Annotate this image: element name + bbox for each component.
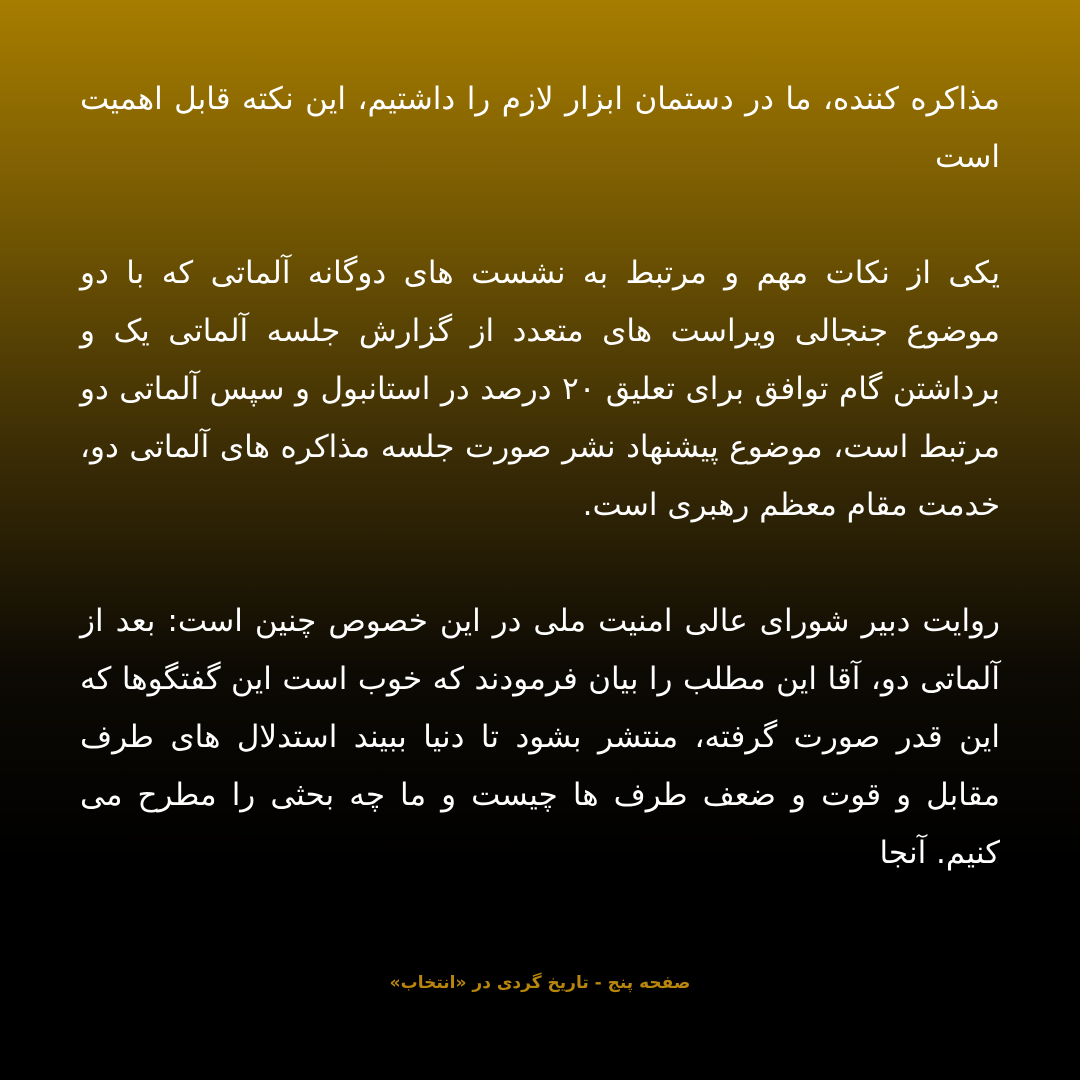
page-footer: صفحه پنج - تاریخ گردی در «انتخاب»: [389, 973, 691, 993]
paragraph-almaty: یکی از نکات مهم و مرتبط به نشست های دوگانه آلماتی که با دو موضوع جنجالی ویراست های متعدد از گزارش جلسه آلماتی یک و برداشتن گام توافق برای تعلیق ۲۰ درصد در استانبول و سپس آلماتی دو مرتبط است، موضوع پیشنهاد نشر صورت جلسه مذاکره های آلماتی دو، خدمت مقام معظم رهبری است.: [80, 255, 1000, 523]
paragraph-intro: مذاکره کننده، ما در دستمان ابزار لازم را داشتیم، این نکته قابل اهمیت است: [80, 81, 1000, 175]
article-body: [80, 70, 1000, 882]
paragraph-narration: روایت دبیر شورای عالی امنیت ملی در این خصوص چنین است: بعد از آلماتی دو، آقا این مطلب را بیان فرمودند که خوب است این گفتگوها که این قدر صورت گرفته، منتشر بشود تا دنیا ببیند استدلال های طرف مقابل و قوت و ضعف طرف ها چیست و ما چه بحثی را مطرح می کنیم. آنجا: [80, 603, 1000, 871]
